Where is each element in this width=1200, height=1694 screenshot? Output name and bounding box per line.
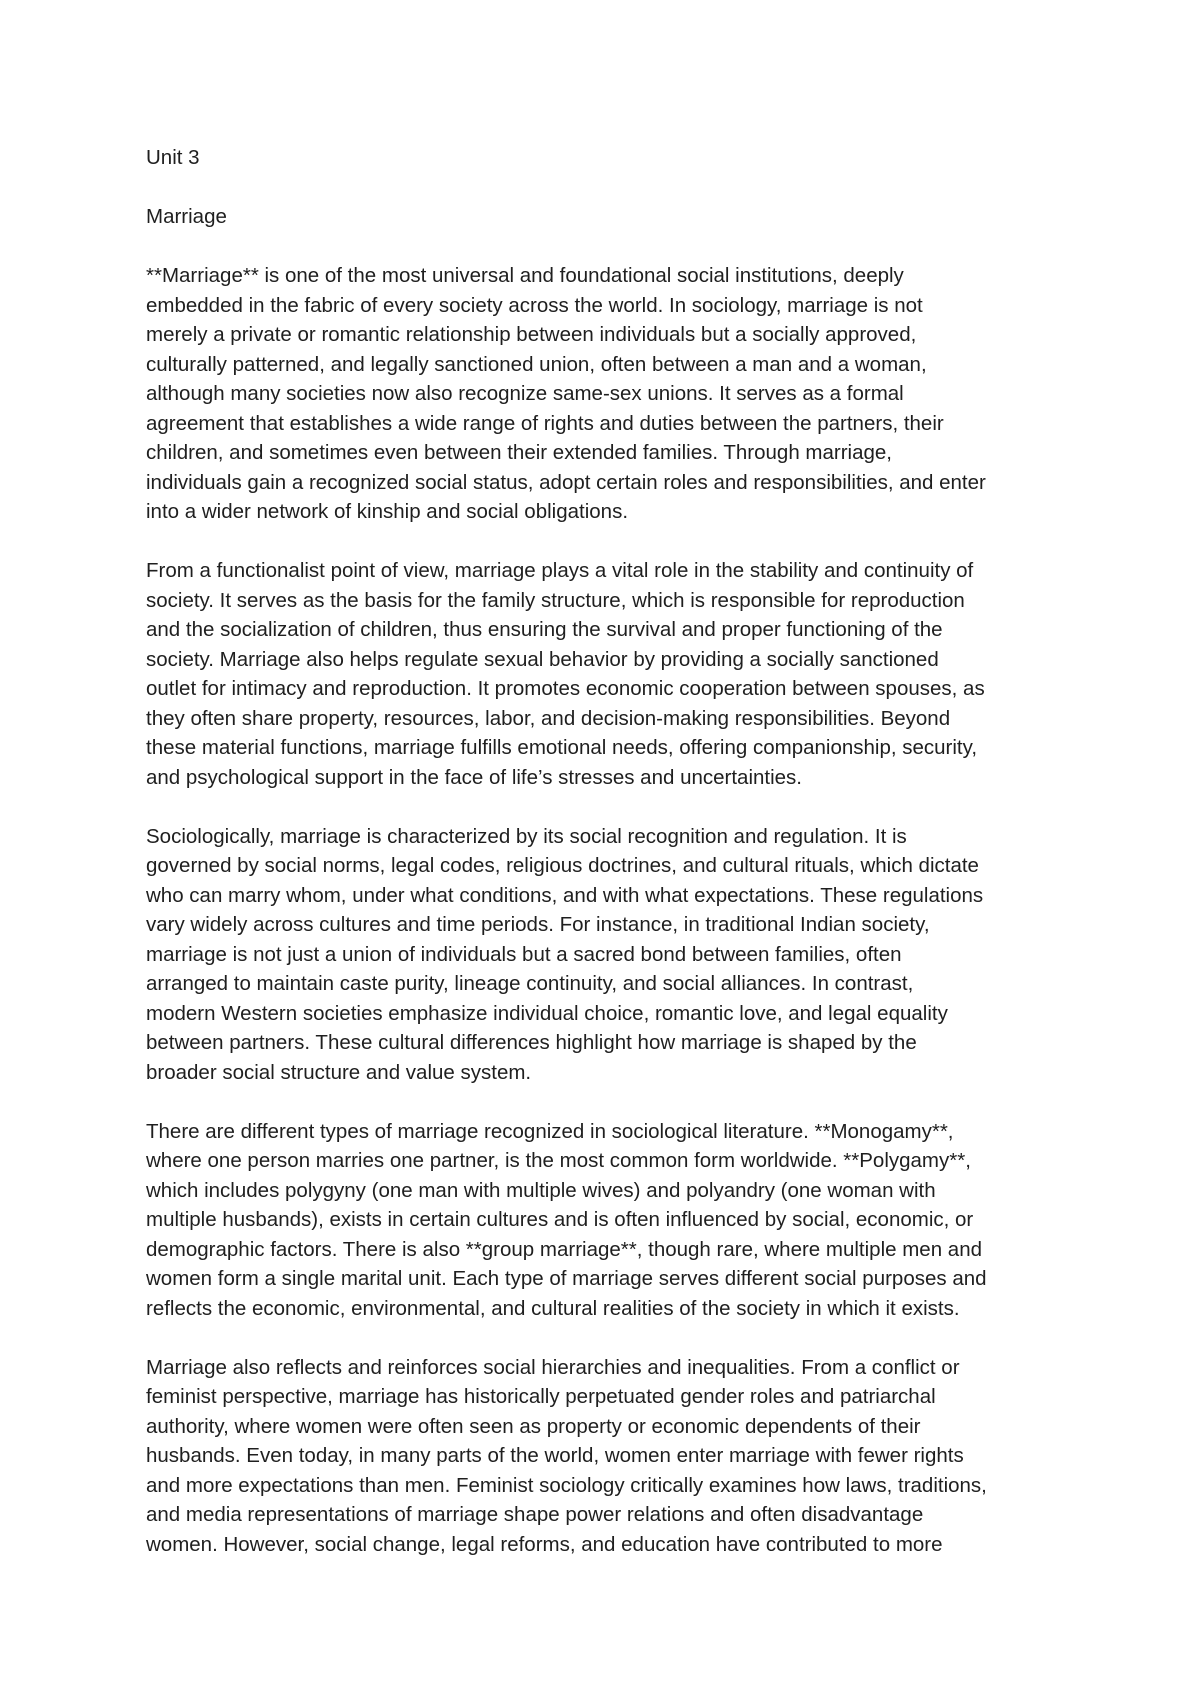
text-line: into a wider network of kinship and social obligations. xyxy=(146,500,629,523)
paragraph-5 xyxy=(146,1353,1076,1560)
paragraph-4 xyxy=(146,1117,1076,1324)
text-line: and more expectations than men. Feminist sociology critically examines how laws, traditions, xyxy=(146,1473,987,1497)
text-line: where one person marries one partner, is the most common form worldwide. **Polygamy**, xyxy=(146,1149,971,1172)
text-line: although many societies now also recognize same-sex unions. It serves as a formal xyxy=(146,382,904,405)
paragraph-3 xyxy=(146,822,1076,1088)
text-line: they often share property, resources, labor, and decision-making responsibilities. Beyond xyxy=(146,706,951,730)
text-line: Sociologically, marriage is characterized by its social recognition and regulation. It is xyxy=(146,824,907,848)
text-line: There are different types of marriage recognized in sociological literature. **Monogamy**, xyxy=(146,1119,954,1143)
text-line: From a functionalist point of view, marriage plays a vital role in the stability and continuity of xyxy=(146,559,974,582)
text-line: multiple husbands), exists in certain cultures and is often influenced by social, economic, or xyxy=(146,1208,974,1231)
text-line: authority, where women were often seen as property or economic dependents of their xyxy=(146,1414,921,1438)
text-line: merely a private or romantic relationship between individuals but a socially approved, xyxy=(146,323,917,346)
document-title: Marriage xyxy=(146,205,227,228)
text-line: and the socialization of children, thus ensuring the survival and proper functioning of the xyxy=(146,618,943,641)
text-line: husbands. Even today, in many parts of the world, women enter marriage with fewer rights xyxy=(146,1444,964,1467)
text-line: and media representations of marriage shape power relations and often disadvantage xyxy=(146,1503,924,1526)
unit-label: Unit 3 xyxy=(146,146,200,169)
text-line: feminist perspective, marriage has historically perpetuated gender roles and patriarchal xyxy=(146,1385,936,1408)
text-line: and psychological support in the face of life’s stresses and uncertainties. xyxy=(146,765,802,789)
text-line: which includes polygyny (one man with multiple wives) and polyandry (one woman with xyxy=(146,1178,936,1202)
text-line: women. However, social change, legal reforms, and education have contributed to more xyxy=(146,1532,943,1556)
paragraph-2 xyxy=(146,556,1076,792)
text-line: between partners. These cultural differences highlight how marriage is shaped by the xyxy=(146,1031,917,1054)
text-line: embedded in the fabric of every society across the world. In sociology, marriage is not xyxy=(146,293,923,317)
text-line: broader social structure and value system. xyxy=(146,1060,532,1084)
text-line: outlet for intimacy and reproduction. It promotes economic cooperation between spouses, as xyxy=(146,677,985,700)
text-line: who can marry whom, under what conditions, and with what expectations. These regulations xyxy=(146,883,984,907)
text-line: these material functions, marriage fulfills emotional needs, offering companionship, security, xyxy=(146,736,978,759)
text-line: marriage is not just a union of individuals but a sacred bond between families, often xyxy=(146,942,902,966)
text-line: modern Western societies emphasize individual choice, romantic love, and legal equality xyxy=(146,1001,948,1025)
text-line: culturally patterned, and legally sanctioned union, often between a man and a woman, xyxy=(146,352,927,376)
text-line: vary widely across cultures and time periods. For instance, in traditional Indian society, xyxy=(146,913,930,936)
text-line: society. Marriage also helps regulate sexual behavior by providing a socially sanctioned xyxy=(146,647,939,671)
text-line: individuals gain a recognized social status, adopt certain roles and responsibilities, and enter xyxy=(146,470,986,494)
text-line: children, and sometimes even between their extended families. Through marriage, xyxy=(146,441,892,464)
text-line: **Marriage** is one of the most universal and foundational social institutions, deeply xyxy=(146,264,904,287)
text-line: demographic factors. There is also **group marriage**, though rare, where multiple men and xyxy=(146,1237,983,1261)
text-line: Marriage also reflects and reinforces social hierarchies and inequalities. From a conflict or xyxy=(146,1355,960,1379)
text-line: governed by social norms, legal codes, religious doctrines, and cultural rituals, which dictate xyxy=(146,854,979,877)
text-line: women form a single marital unit. Each type of marriage serves different social purposes and xyxy=(146,1267,987,1290)
paragraph-1 xyxy=(146,261,1076,527)
text-line: arranged to maintain caste purity, lineage continuity, and social alliances. In contrast, xyxy=(146,972,914,995)
text-line: agreement that establishes a wide range of rights and duties between the partners, their xyxy=(146,411,944,435)
text-line: society. It serves as the basis for the family structure, which is responsible for reproduction xyxy=(146,588,965,612)
text-line: reflects the economic, environmental, and cultural realities of the society in which it exists. xyxy=(146,1296,960,1320)
document-body xyxy=(146,143,1076,1589)
